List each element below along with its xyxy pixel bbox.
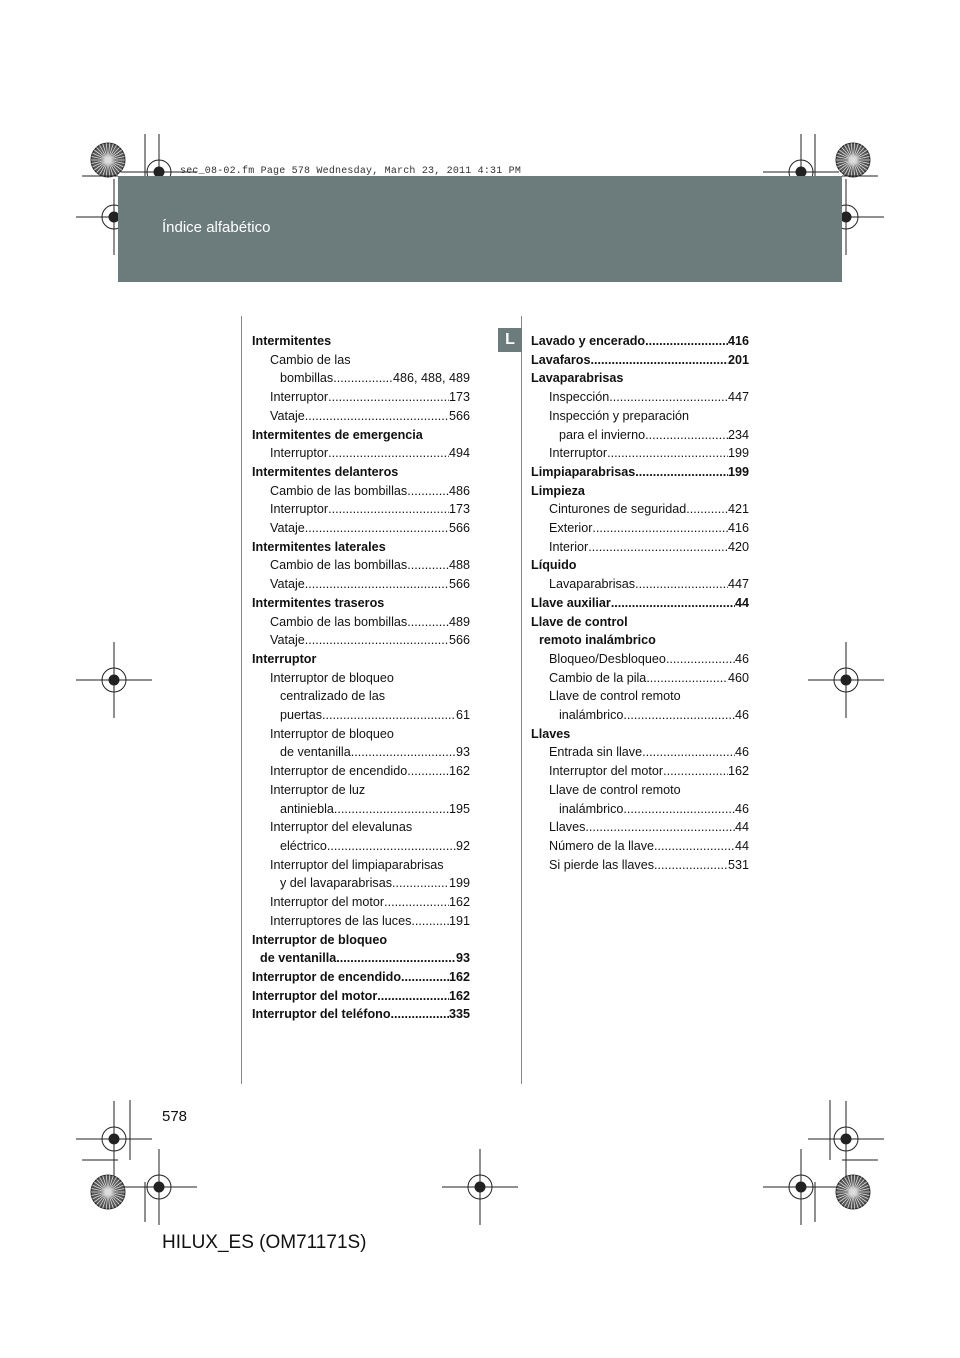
leader-dots bbox=[407, 613, 449, 632]
leader-dots bbox=[351, 743, 456, 762]
leader-dots bbox=[646, 669, 728, 688]
leader-dots bbox=[635, 575, 728, 594]
index-column-left bbox=[252, 332, 470, 1024]
leader-dots bbox=[609, 388, 728, 407]
entry-term: Cambio de las bombillas bbox=[270, 558, 408, 573]
entry-page: 447 bbox=[727, 390, 749, 405]
letter-tab: L bbox=[498, 328, 522, 352]
index-entry: Llave de control bbox=[531, 614, 628, 629]
entry-page: 61 bbox=[455, 708, 470, 723]
leader-dots bbox=[654, 837, 735, 856]
entry-term: Cinturones de seguridad bbox=[549, 502, 687, 517]
index-entry: Interruptor de bloqueo bbox=[270, 670, 394, 685]
leader-dots bbox=[305, 631, 449, 650]
index-entry bbox=[252, 912, 470, 931]
entry-term: Llave auxiliar bbox=[531, 595, 611, 610]
footer-code: HILUX_ES (OM71171S) bbox=[162, 1232, 367, 1253]
index-entry: Intermitentes delanteros bbox=[252, 464, 399, 479]
index-entry: Llave de control remoto bbox=[549, 782, 681, 797]
index-entry bbox=[531, 463, 749, 482]
leader-dots bbox=[611, 594, 735, 613]
index-entry bbox=[531, 500, 749, 519]
entry-page: 46 bbox=[734, 651, 749, 666]
entry-page: 162 bbox=[448, 895, 470, 910]
leader-dots bbox=[663, 762, 728, 781]
index-entry bbox=[252, 613, 470, 632]
leader-dots bbox=[654, 856, 728, 875]
color-target bbox=[836, 143, 870, 177]
column-rule-left bbox=[241, 316, 242, 1084]
registration-mark bbox=[808, 642, 884, 718]
page-number: 578 bbox=[162, 1108, 188, 1125]
index-entry bbox=[531, 706, 749, 725]
entry-term: Inspección bbox=[549, 390, 610, 405]
entry-term: Interruptor bbox=[549, 446, 608, 461]
index-entry: Interruptor de bloqueo bbox=[270, 726, 394, 741]
index-entry: Lavaparabrisas bbox=[531, 371, 624, 386]
index-entry bbox=[531, 351, 749, 370]
entry-term: antiniebla bbox=[280, 801, 334, 816]
index-entry bbox=[531, 594, 749, 613]
entry-page: 46 bbox=[734, 745, 749, 760]
leader-dots bbox=[322, 706, 456, 725]
index-entry bbox=[531, 669, 749, 688]
registration-mark bbox=[442, 1149, 518, 1225]
entry-term: de ventanilla bbox=[280, 745, 351, 760]
index-entry bbox=[531, 818, 749, 837]
entry-term: Interruptor bbox=[270, 502, 329, 517]
index-entry bbox=[252, 874, 470, 893]
entry-page: 447 bbox=[727, 577, 749, 592]
color-target bbox=[91, 1175, 125, 1209]
entry-page: 416 bbox=[727, 334, 749, 348]
entry-page: 489 bbox=[448, 614, 470, 629]
entry-page: 44 bbox=[734, 595, 749, 610]
registration-mark bbox=[763, 1149, 839, 1225]
index-entry: Interruptor del limpiaparabrisas bbox=[270, 857, 444, 872]
index-entry bbox=[252, 631, 470, 650]
leader-dots bbox=[645, 426, 728, 445]
entry-page: 46 bbox=[734, 801, 749, 816]
entry-page: 566 bbox=[448, 408, 470, 423]
entry-term: Número de la llave bbox=[549, 838, 654, 853]
entry-term: Lavaparabrisas bbox=[549, 577, 636, 592]
entry-page: 566 bbox=[448, 521, 470, 536]
entry-page: 173 bbox=[448, 390, 470, 405]
print-slug: sec_08-02.fm Page 578 Wednesday, March 23, 2011 4:31 PM bbox=[180, 166, 522, 177]
leader-dots bbox=[336, 949, 456, 968]
index-entry bbox=[252, 800, 470, 819]
entry-term: Interruptor del motor bbox=[270, 895, 385, 910]
index-entry bbox=[252, 482, 470, 501]
index-entry bbox=[531, 650, 749, 669]
index-entry bbox=[252, 556, 470, 575]
leader-dots bbox=[666, 650, 735, 669]
index-entry: Interruptor de luz bbox=[270, 782, 366, 797]
entry-term: Cambio de la pila bbox=[549, 670, 647, 685]
entry-term: Exterior bbox=[549, 521, 593, 536]
leader-dots bbox=[588, 538, 728, 557]
index-entry bbox=[531, 762, 749, 781]
index-entry: Llave de control remoto bbox=[549, 689, 681, 704]
entry-page: 191 bbox=[448, 913, 470, 928]
index-entry bbox=[531, 800, 749, 819]
column-rule-right bbox=[521, 316, 522, 1084]
entry-page: 173 bbox=[448, 502, 470, 517]
entry-term: Lavafaros bbox=[531, 352, 591, 367]
index-entry: Intermitentes traseros bbox=[252, 595, 385, 610]
leader-dots bbox=[607, 444, 728, 463]
entry-term: Lavado y encerado bbox=[531, 334, 646, 348]
leader-dots bbox=[591, 351, 728, 370]
registration-mark bbox=[76, 1101, 152, 1177]
leader-dots bbox=[686, 500, 728, 519]
leader-dots bbox=[407, 762, 449, 781]
index-column-right bbox=[531, 332, 749, 874]
leader-dots bbox=[401, 968, 449, 987]
index-entry: Intermitentes laterales bbox=[252, 539, 386, 554]
entry-page: 420 bbox=[727, 539, 749, 554]
leader-dots bbox=[642, 743, 735, 762]
index-entry bbox=[252, 762, 470, 781]
entry-page: 46 bbox=[734, 708, 749, 723]
entry-term: Vataje bbox=[270, 408, 305, 423]
index-entry: Limpieza bbox=[531, 483, 585, 498]
index-entry bbox=[252, 706, 470, 725]
entry-term: Interruptor del teléfono bbox=[252, 1007, 391, 1022]
entry-term: Interruptor del motor bbox=[549, 764, 664, 779]
entry-term: eléctrico bbox=[280, 838, 327, 853]
index-entry bbox=[252, 407, 470, 426]
entry-page: 460 bbox=[727, 670, 749, 685]
leader-dots bbox=[328, 500, 449, 519]
entry-term: Interruptor bbox=[270, 446, 329, 461]
entry-page: 162 bbox=[448, 988, 470, 1003]
entry-page: 44 bbox=[734, 838, 749, 853]
registration-mark bbox=[121, 1149, 197, 1225]
leader-dots bbox=[305, 519, 449, 538]
index-entry bbox=[531, 332, 749, 351]
index-entry bbox=[252, 519, 470, 538]
entry-page: 93 bbox=[455, 745, 470, 760]
entry-term: Vataje bbox=[270, 521, 305, 536]
leader-dots bbox=[305, 575, 449, 594]
entry-term: puertas bbox=[280, 708, 323, 723]
entry-term: Interior bbox=[549, 539, 589, 554]
entry-page: 199 bbox=[727, 464, 749, 479]
index-entry: Interruptor de bloqueo bbox=[252, 932, 388, 947]
entry-term: bombillas bbox=[280, 371, 334, 386]
header-title: Índice alfabético bbox=[162, 219, 271, 236]
entry-term: Cambio de las bombillas bbox=[270, 483, 408, 498]
entry-page: 566 bbox=[448, 577, 470, 592]
entry-page: 44 bbox=[734, 820, 749, 835]
entry-page: 199 bbox=[448, 876, 470, 891]
index-entry: Intermitentes bbox=[252, 334, 332, 348]
entry-term: Bloqueo/Desbloqueo bbox=[549, 651, 666, 666]
leader-dots bbox=[327, 837, 456, 856]
entry-term: Cambio de las bombillas bbox=[270, 614, 408, 629]
entry-page: 199 bbox=[727, 446, 749, 461]
entry-term: y del lavaparabrisas bbox=[280, 876, 393, 891]
leader-dots bbox=[592, 519, 728, 538]
entry-page: 488 bbox=[448, 558, 470, 573]
index-entry bbox=[252, 500, 470, 519]
leader-dots bbox=[392, 874, 449, 893]
entry-page: 494 bbox=[448, 446, 470, 461]
index-entry: Interruptor del elevalunas bbox=[270, 820, 413, 835]
entry-page: 93 bbox=[455, 951, 470, 966]
entry-term: Limpiaparabrisas bbox=[531, 464, 636, 479]
entry-page: 162 bbox=[727, 764, 749, 779]
entry-term: de ventanilla bbox=[260, 951, 337, 966]
leader-dots bbox=[407, 482, 449, 501]
entry-page: 486, 488, 489 bbox=[392, 371, 470, 386]
leader-dots bbox=[391, 1005, 449, 1024]
registration-mark bbox=[76, 642, 152, 718]
entry-page: 531 bbox=[727, 857, 749, 872]
index-entry bbox=[252, 369, 470, 388]
entry-page: 234 bbox=[727, 427, 749, 442]
leader-dots bbox=[328, 388, 449, 407]
entry-term: Vataje bbox=[270, 633, 305, 648]
entry-term: Interruptor de encendido bbox=[252, 969, 402, 984]
index-entry bbox=[252, 444, 470, 463]
entry-page: 486 bbox=[448, 483, 470, 498]
entry-page: 201 bbox=[727, 352, 749, 367]
index-entry bbox=[531, 837, 749, 856]
index-entry bbox=[252, 893, 470, 912]
leader-dots bbox=[384, 893, 449, 912]
index-entry bbox=[531, 426, 749, 445]
index-entry bbox=[252, 987, 470, 1006]
leader-dots bbox=[305, 407, 449, 426]
index-entry bbox=[531, 856, 749, 875]
index-entry bbox=[531, 388, 749, 407]
index-entry bbox=[252, 837, 470, 856]
entry-page: 416 bbox=[727, 521, 749, 536]
index-entry bbox=[252, 1005, 470, 1024]
index-entry: Interruptor bbox=[252, 651, 317, 666]
entry-page: 162 bbox=[448, 969, 470, 984]
entry-page: 162 bbox=[448, 764, 470, 779]
index-entry bbox=[531, 519, 749, 538]
leader-dots bbox=[333, 369, 393, 388]
index-entry bbox=[252, 575, 470, 594]
entry-term: Llaves bbox=[549, 820, 586, 835]
color-target bbox=[836, 1175, 870, 1209]
index-entry: Llaves bbox=[531, 726, 571, 741]
index-entry: Líquido bbox=[531, 558, 577, 573]
registration-mark bbox=[808, 1101, 884, 1177]
index-entry bbox=[531, 575, 749, 594]
leader-dots bbox=[334, 800, 449, 819]
leader-dots bbox=[645, 332, 728, 351]
index-entry: Cambio de las bbox=[270, 352, 351, 367]
entry-term: Interruptor bbox=[270, 390, 329, 405]
index-entry bbox=[252, 388, 470, 407]
entry-term: Si pierde las llaves bbox=[549, 857, 654, 872]
index-entry bbox=[252, 949, 470, 968]
entry-term: Vataje bbox=[270, 577, 305, 592]
leader-dots bbox=[411, 912, 449, 931]
index-entry bbox=[531, 444, 749, 463]
index-entry bbox=[531, 743, 749, 762]
entry-term: Interruptor de encendido bbox=[270, 764, 408, 779]
entry-term: inalámbrico bbox=[559, 708, 624, 723]
index-entry bbox=[252, 743, 470, 762]
index-entry: remoto inalámbrico bbox=[539, 633, 656, 648]
leader-dots bbox=[377, 987, 449, 1006]
entry-term: inalámbrico bbox=[559, 801, 624, 816]
leader-dots bbox=[328, 444, 449, 463]
leader-dots bbox=[407, 556, 449, 575]
entry-page: 92 bbox=[455, 838, 470, 853]
entry-term: para el invierno bbox=[559, 427, 646, 442]
leader-dots bbox=[635, 463, 728, 482]
leader-dots bbox=[585, 818, 735, 837]
entry-page: 421 bbox=[727, 502, 749, 517]
index-entry: centralizado de las bbox=[280, 689, 386, 704]
entry-term: Interruptor del motor bbox=[252, 988, 378, 1003]
leader-dots bbox=[623, 800, 735, 819]
color-target bbox=[91, 143, 125, 177]
index-entry: Inspección y preparación bbox=[549, 408, 690, 423]
entry-term: Entrada sin llave bbox=[549, 745, 643, 760]
index-entry bbox=[252, 968, 470, 987]
entry-page: 566 bbox=[448, 633, 470, 648]
entry-page: 195 bbox=[448, 801, 470, 816]
entry-term: Interruptores de las luces bbox=[270, 913, 412, 928]
index-entry bbox=[531, 538, 749, 557]
entry-page: 335 bbox=[448, 1007, 470, 1022]
index-entry: Intermitentes de emergencia bbox=[252, 427, 423, 442]
leader-dots bbox=[623, 706, 735, 725]
